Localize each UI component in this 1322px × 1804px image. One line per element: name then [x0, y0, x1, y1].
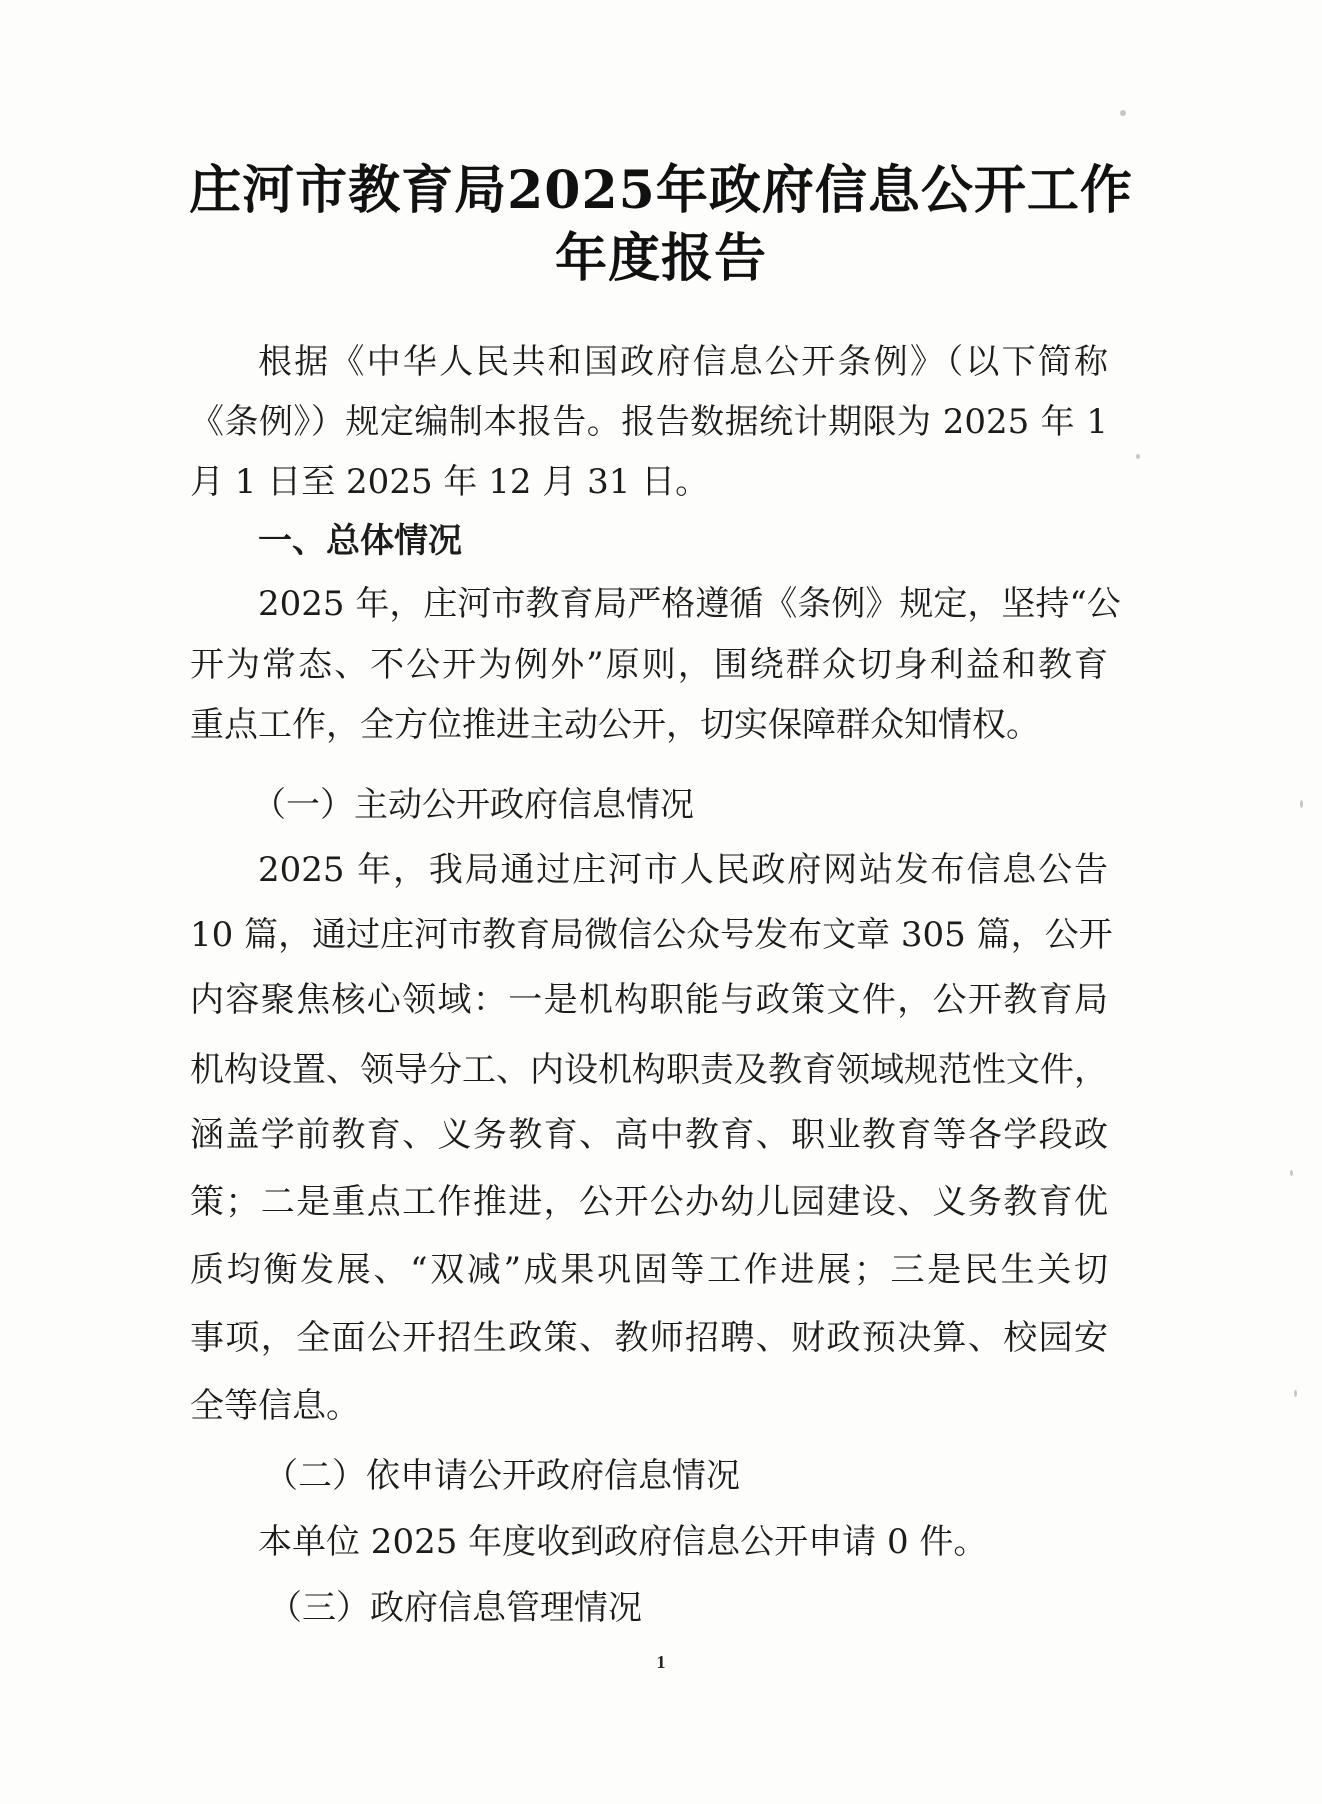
- scan-speck: [1120, 110, 1126, 116]
- report-title-line1: 庄河市教育局2025年政府信息公开工作: [189, 160, 1133, 221]
- subsection-heading: （二）依申请公开政府信息情况: [264, 1456, 740, 1496]
- section1-line: 2025 年，庄河市教育局严格遵循《条例》规定，坚持“公: [258, 584, 1121, 624]
- scan-speck: [1136, 454, 1140, 459]
- report-title-line2: 年度报告: [554, 228, 767, 289]
- sub1-line: 涵盖学前教育、义务教育、高中教育、职业教育等各学段政: [190, 1115, 1108, 1155]
- sub1-line: 质均衡发展、“双减”成果巩固等工作进展；三是民生关切: [190, 1250, 1108, 1290]
- section1-line: 重点工作，全方位推进主动公开，切实保障群众知情权。: [190, 705, 1040, 745]
- sub1-line: 10 篇，通过庄河市教育局微信公众号发布文章 305 篇，公开: [190, 915, 1113, 955]
- scan-speck: [1294, 1390, 1297, 1397]
- scan-speck: [1300, 800, 1303, 808]
- sub1-line: 全等信息。: [190, 1386, 360, 1426]
- sub1-line: 2025 年，我局通过庄河市人民政府网站发布信息公告: [258, 850, 1108, 890]
- page-number: 1: [656, 1652, 666, 1672]
- intro-line: 月 1 日至 2025 年 12 月 31 日。: [190, 462, 710, 502]
- sub1-line: 机构设置、领导分工、内设机构职责及教育领域规范性文件，: [190, 1050, 1108, 1090]
- intro-line: 《条例》）规定编制本报告。报告数据统计期限为 2025 年 1: [190, 402, 1108, 442]
- subsection-heading: （三）政府信息管理情况: [268, 1588, 642, 1628]
- sub1-line: 事项，全面公开招生政策、教师招聘、财政预决算、校园安: [190, 1318, 1108, 1358]
- section1-line: 开为常态、不公开为例外”原则，围绕群众切身利益和教育: [190, 645, 1108, 685]
- section-heading: 一、总体情况: [258, 521, 462, 561]
- scan-speck: [1290, 1170, 1293, 1176]
- subsection-heading: （一）主动公开政府信息情况: [252, 785, 694, 825]
- sub1-line: 内容聚焦核心领域：一是机构职能与政策文件，公开教育局: [190, 980, 1108, 1020]
- sub2-line: 本单位 2025 年度收到政府信息公开申请 0 件。: [258, 1522, 988, 1562]
- intro-line: 根据《中华人民共和国政府信息公开条例》（以下简称: [258, 342, 1108, 382]
- sub1-line: 策；二是重点工作推进，公开公办幼儿园建设、义务教育优: [190, 1182, 1108, 1222]
